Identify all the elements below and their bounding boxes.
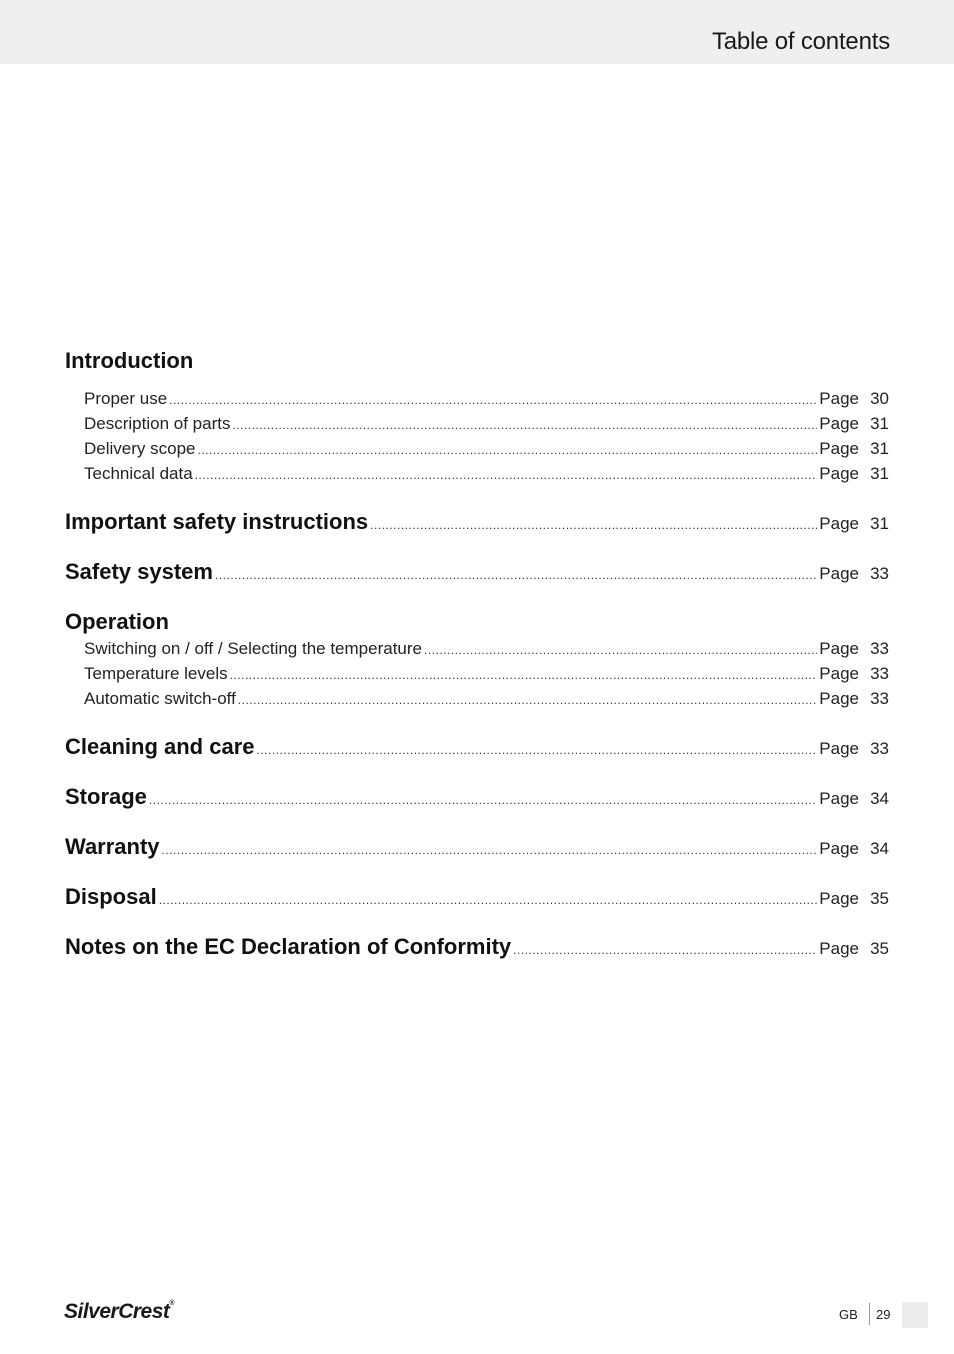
toc-entry-label: Description of parts [84,414,231,433]
toc-entry-label: Notes on the EC Declaration of Conformity [65,934,512,959]
toc-entry-page: Page 31 [819,464,889,483]
toc-entry-proper-use[interactable] [84,389,889,409]
toc-entry-label: Important safety instructions [65,509,369,534]
toc-entry-page: Page 33 [819,689,889,708]
toc-entry-label: Switching on / off / Selecting the temperature [84,639,422,658]
toc-entry-disposal[interactable] [65,884,889,910]
toc-entry-page: Page 35 [819,889,889,908]
dot-leader [195,468,818,482]
dot-leader [198,443,818,457]
toc-entry-label: Disposal [65,884,157,909]
footer-divider [869,1303,870,1325]
toc-entry-label: Delivery scope [84,439,196,458]
toc-entry-page: Page 33 [819,664,889,683]
toc-entry-technical-data[interactable] [84,464,889,484]
toc-entry-page: Page 34 [819,839,889,858]
toc-entry-safety-system[interactable] [65,559,889,585]
toc-entry-ec-declaration[interactable] [65,934,889,960]
toc-entry-page: Page 31 [819,414,889,433]
dot-leader [370,518,817,532]
toc-entry-page: Page 33 [819,739,889,758]
dot-leader [513,943,817,957]
toc-entry-label: Proper use [84,389,168,408]
page-number: 29 [876,1307,891,1322]
toc-entry-switching-on-off[interactable] [84,639,889,659]
toc-entry-label: Warranty [65,834,160,859]
dot-leader [230,668,818,682]
dot-leader [169,393,817,407]
toc-entry-automatic-switch-off[interactable] [84,689,889,709]
toc-entry-label: Cleaning and care [65,734,255,759]
toc-entry-page: Page 34 [819,789,889,808]
toc-entry-storage[interactable] [65,784,889,810]
dot-leader [215,568,817,582]
dot-leader [149,793,817,807]
brand-logo: SilverCrest® [64,1300,175,1323]
dot-leader [238,693,818,707]
toc-entry-label: Technical data [84,464,193,483]
toc-entry-label: Storage [65,784,147,809]
page-title: Table of contents [711,28,890,55]
toc-heading-operation: Operation [65,609,169,634]
toc-entry-label: Safety system [65,559,213,584]
language-code: GB [839,1307,858,1322]
toc-entry-page: Page 33 [819,564,889,583]
toc-entry-description-of-parts[interactable] [84,414,889,434]
toc-entry-page: Page 33 [819,639,889,658]
toc-entry-important-safety-instructions[interactable] [65,509,889,535]
toc-entry-page: Page 35 [819,939,889,958]
toc-entry-label: Temperature levels [84,664,228,683]
toc-entry-delivery-scope[interactable] [84,439,889,459]
toc-heading-introduction: Introduction [65,348,194,373]
dot-leader [257,743,818,757]
dot-leader [424,643,817,657]
toc-entry-temperature-levels[interactable] [84,664,889,684]
page-edge-tab [902,1302,928,1328]
toc-entry-page: Page 31 [819,514,889,533]
dot-leader [162,843,818,857]
toc-entry-label: Automatic switch-off [84,689,236,708]
toc-entry-page: Page 31 [819,439,889,458]
toc-entry-page: Page 30 [819,389,889,408]
dot-leader [159,893,818,907]
toc-entry-cleaning-and-care[interactable] [65,734,889,760]
toc-entry-warranty[interactable] [65,834,889,860]
dot-leader [232,418,817,432]
